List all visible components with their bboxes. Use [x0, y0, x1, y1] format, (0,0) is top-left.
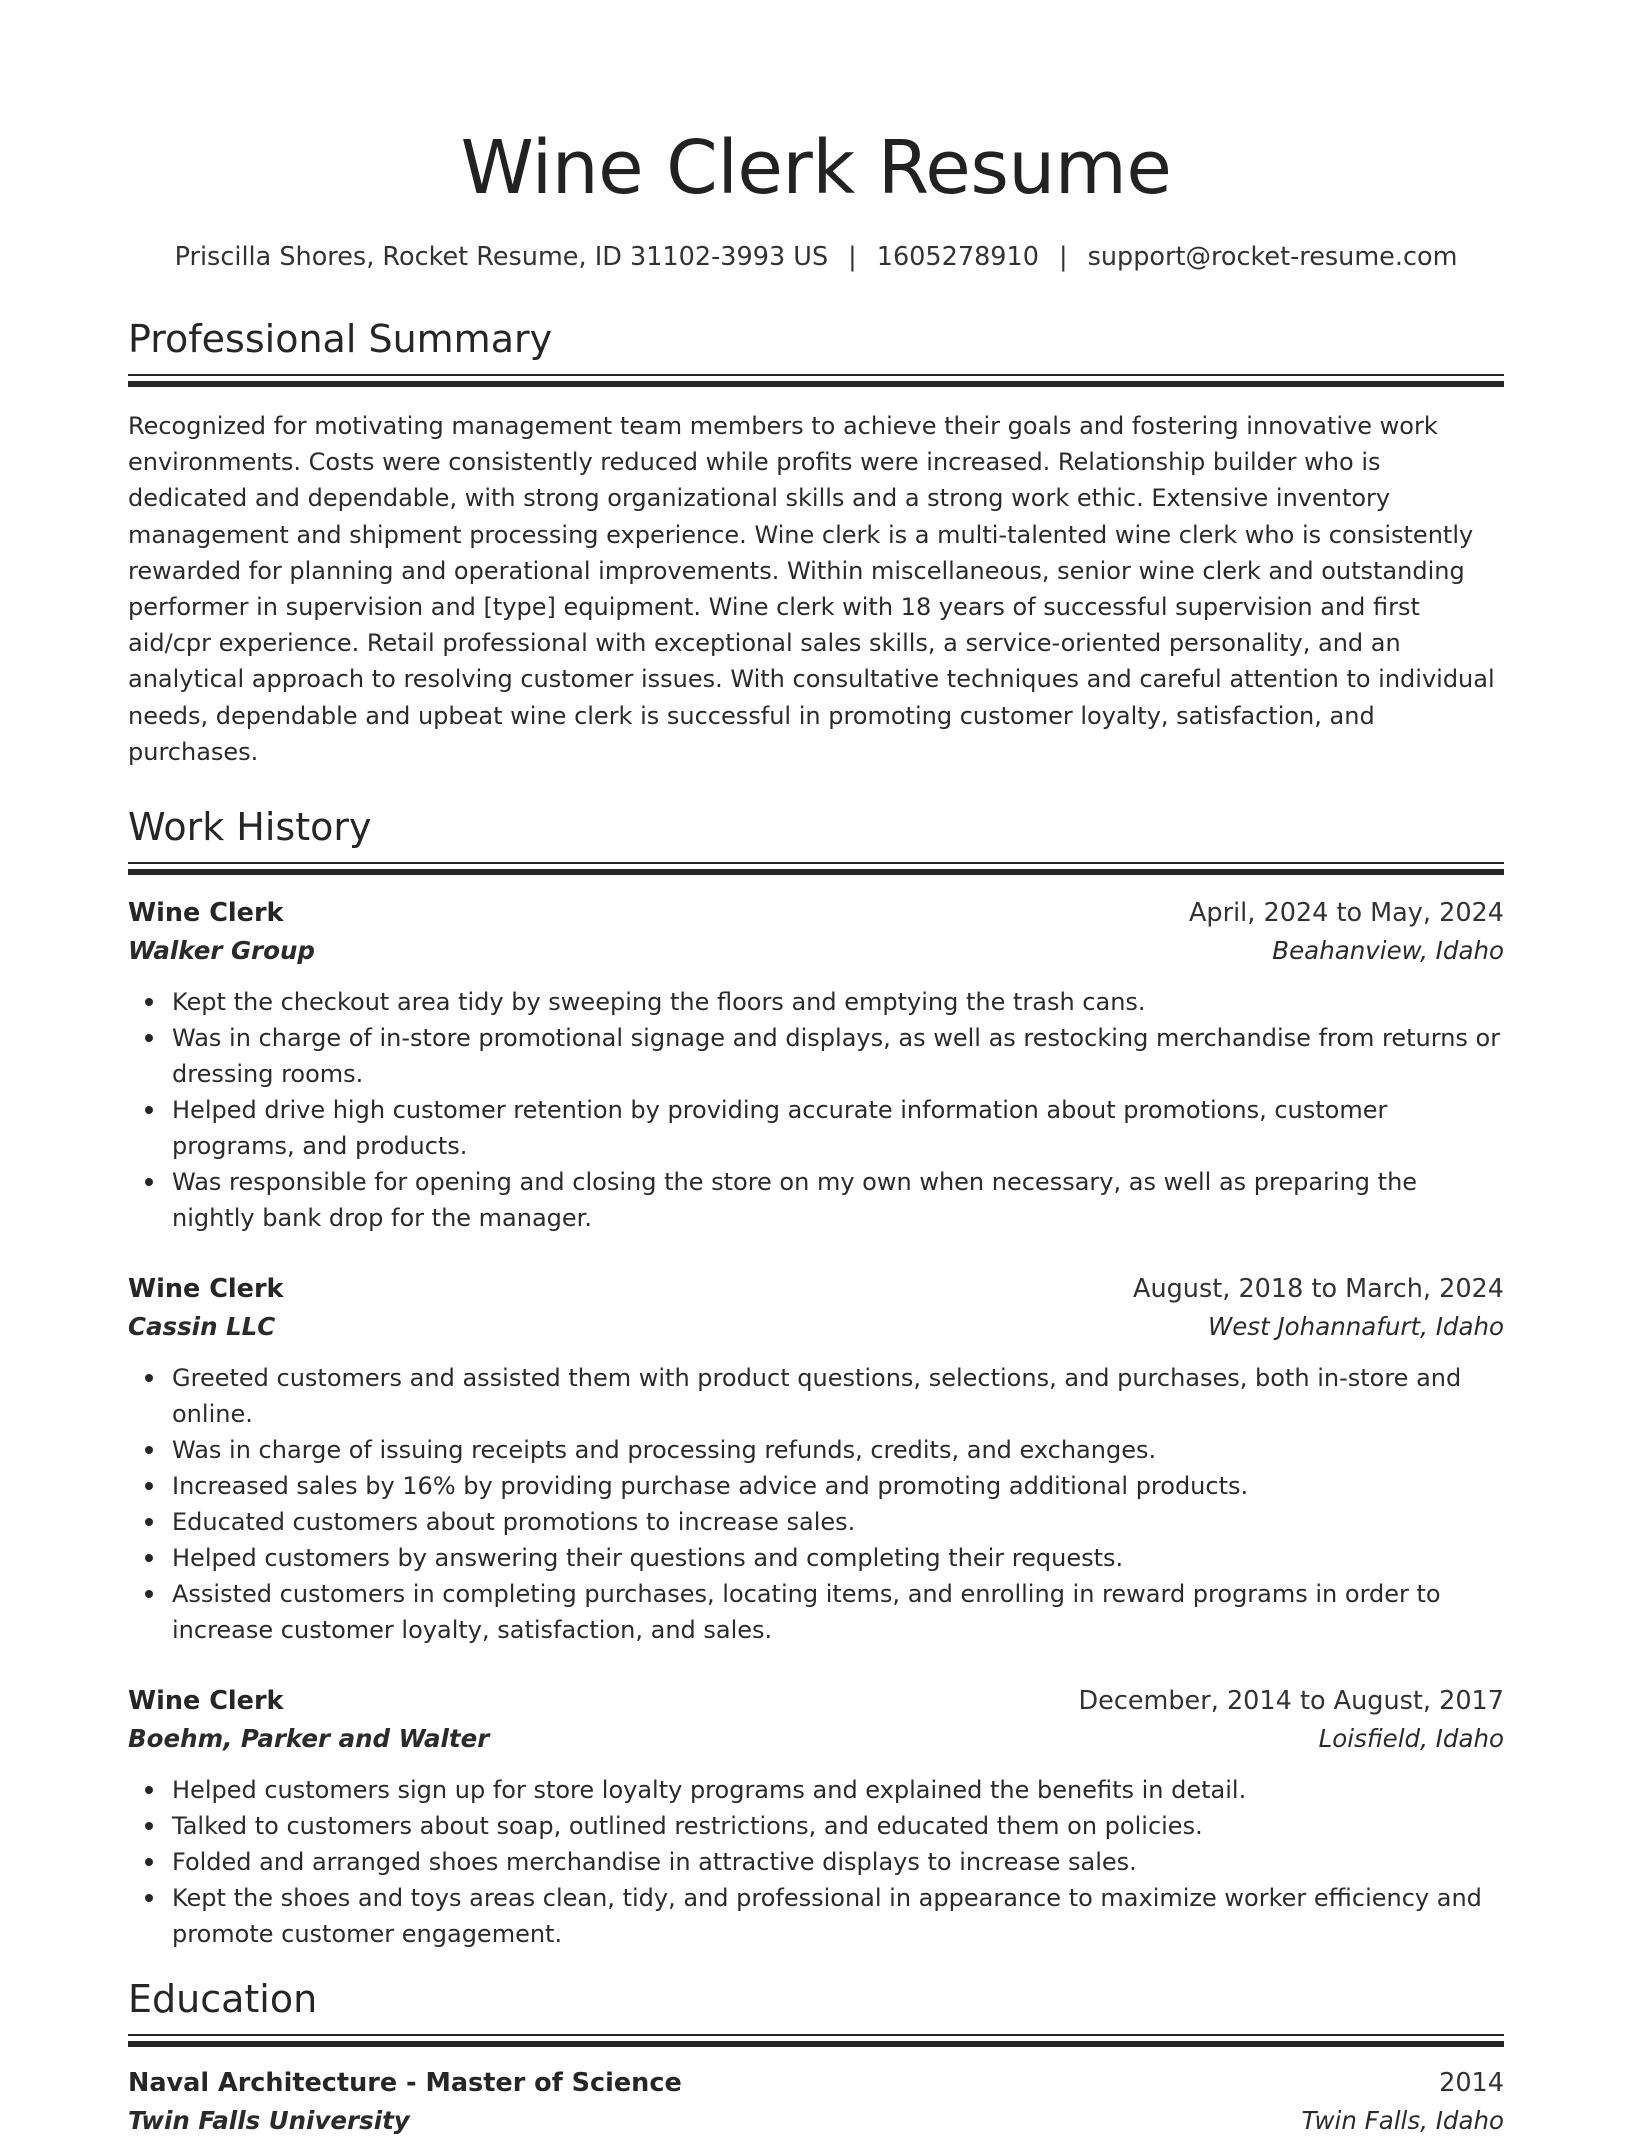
- education-year: 2014: [1439, 2068, 1504, 2099]
- list-item: Talked to customers about soap, outlined restrictions, and educated them on policies.: [172, 1808, 1504, 1844]
- contact-address: Priscilla Shores, Rocket Resume, ID 31102-3993 US: [174, 242, 829, 272]
- job-dates: August, 2018 to March, 2024: [1133, 1274, 1504, 1305]
- list-item: Was in charge of issuing receipts and processing refunds, credits, and exchanges.: [172, 1432, 1504, 1468]
- list-item: Helped drive high customer retention by providing accurate information about promotions, customer programs, and products.: [172, 1092, 1504, 1164]
- contact-line: [128, 240, 1504, 274]
- section-heading-summary: Professional Summary: [128, 317, 553, 361]
- job-company: Walker Group: [128, 936, 315, 966]
- list-item: Educated customers about promotions to increase sales.: [172, 1504, 1504, 1540]
- contact-separator: |: [848, 242, 857, 272]
- job-title: Wine Clerk: [128, 898, 284, 929]
- education-school: Twin Falls University: [128, 2106, 410, 2136]
- list-item: Was in charge of in-store promotional signage and displays, as well as restocking merchandise from returns or dressing rooms.: [172, 1020, 1504, 1092]
- list-item: Kept the checkout area tidy by sweeping the floors and emptying the trash cans.: [172, 984, 1504, 1020]
- job-entry: [128, 1270, 1504, 1648]
- job-dates: April, 2024 to May, 2024: [1188, 898, 1504, 929]
- summary-text: Recognized for motivating management team members to achieve their goals and fostering innovative work environments. Costs were consistently reduced while profits were increased. Relationship builder who is dedicated and dependable, with strong organizational skills and a strong work ethic. Extensive inventory management and shipment processing experience. Wine clerk is a multi-talented wine clerk who is consistently rewarded for planning and operational improvements. Within miscellaneous, senior wine clerk and outstanding performer in supervision and [type] equipment. Wine clerk with 18 years of successful supervision and first aid/cpr experience. Retail professional with exceptional sales skills, a service-oriented personality, and an analytical approach to resolving customer issues. With consultative techniques and careful attention to individual needs, dependable and upbeat wine clerk is successful in promoting customer loyalty, satisfaction, and purchases.: [128, 412, 1495, 766]
- education-section: [128, 1974, 1504, 2140]
- job-entry: [128, 1682, 1504, 1952]
- section-divider: [128, 2034, 1504, 2036]
- list-item: Helped customers by answering their questions and completing their requests.: [172, 1540, 1504, 1576]
- summary-section: [128, 314, 1504, 770]
- list-item: Assisted customers in completing purchases, locating items, and enrolling in reward programs in order to increase customer loyalty, satisfaction, and sales.: [172, 1576, 1504, 1648]
- list-item: Helped customers sign up for store loyalty programs and explained the benefits in detail.: [172, 1772, 1504, 1808]
- job-location: Beahanview, Idaho: [1272, 936, 1504, 966]
- education-location: Twin Falls, Idaho: [1301, 2106, 1504, 2136]
- job-company: Cassin LLC: [128, 1312, 276, 1342]
- work-history-section: [128, 802, 1504, 1952]
- education-entry: [128, 2064, 1504, 2140]
- job-title: Wine Clerk: [128, 1686, 284, 1717]
- job-title: Wine Clerk: [128, 1274, 284, 1305]
- list-item: Folded and arranged shoes merchandise in attractive displays to increase sales.: [172, 1844, 1504, 1880]
- job-bullets: [128, 1360, 1504, 1648]
- job-bullets: [128, 1772, 1504, 1952]
- job-location: Loisfield, Idaho: [1318, 1724, 1504, 1754]
- section-heading-education: Education: [128, 1977, 318, 2022]
- resume-title: Wine Clerk Resume: [460, 125, 1172, 211]
- education-degree: Naval Architecture - Master of Science: [128, 2068, 682, 2099]
- job-entry: [128, 894, 1504, 1236]
- contact-separator: |: [1058, 242, 1068, 272]
- section-divider: [128, 862, 1504, 864]
- list-item: Greeted customers and assisted them with product questions, selections, and purchases, both in-store and online.: [172, 1360, 1504, 1432]
- job-company: Boehm, Parker and Walter: [128, 1724, 490, 1754]
- list-item: Was responsible for opening and closing the store on my own when necessary, as well as preparing the nightly bank drop for the manager.: [172, 1164, 1504, 1236]
- contact-phone: 1605278910: [876, 242, 1039, 272]
- list-item: Kept the shoes and toys areas clean, tidy, and professional in appearance to maximize worker efficiency and promote customer engagement.: [172, 1880, 1504, 1952]
- job-bullets: [128, 984, 1504, 1236]
- list-item: Increased sales by 16% by providing purchase advice and promoting additional products.: [172, 1468, 1504, 1504]
- job-location: West Johannafurt, Idaho: [1208, 1312, 1504, 1342]
- section-heading-work-history: Work History: [128, 805, 372, 850]
- contact-email[interactable]: support@rocket-resume.com: [1087, 242, 1458, 272]
- job-dates: December, 2014 to August, 2017: [1078, 1686, 1504, 1717]
- section-divider: [128, 374, 1504, 376]
